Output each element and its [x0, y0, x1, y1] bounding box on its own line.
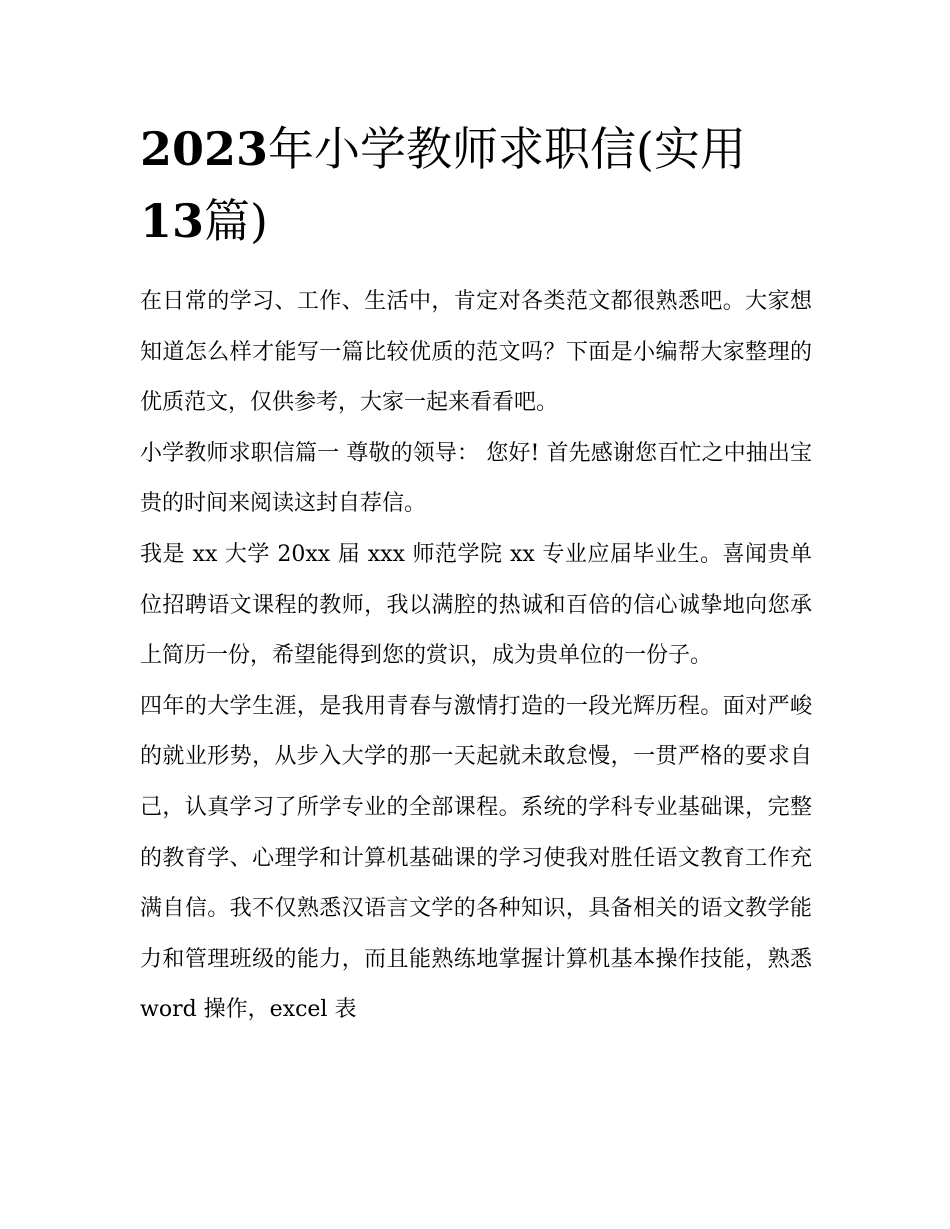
- document-content: [140, 113, 812, 1036]
- letter-opening-paragraph: 小学教师求职信篇一 尊敬的领导： 您好! 首先感谢您百忙之中抽出宝贵的时间来阅读这封自荐信。: [140, 440, 812, 517]
- self-intro-paragraph: 我是 xx 大学 20xx 届 xxx 师范学院 xx 专业应届毕业生。喜闻贵单位招聘语文课程的教师，我以满腔的热诚和百倍的信心诚挚地向您承上简历一份，希望能得到您的赏识，成为贵单位的一份子。: [140, 541, 812, 669]
- title-end: 篇): [204, 194, 268, 248]
- title-count: 13: [140, 194, 205, 248]
- intro-paragraph: 在日常的学习、工作、生活中，肯定对各类范文都很熟悉吧。大家想知道怎么样才能写一篇比较优质的范文吗？下面是小编帮大家整理的优质范文，仅供参考，大家一起来看看吧。: [140, 289, 812, 416]
- document-title: [140, 113, 812, 257]
- title-year: 2023: [140, 122, 269, 176]
- title-main: 年小学教师求职信(实用: [268, 122, 746, 176]
- document-body: [140, 277, 812, 1036]
- university-experience-paragraph: 四年的大学生涯，是我用青春与激情打造的一段光辉历程。面对严峻的就业形势，从步入大学的那一天起就未敢怠慢，一贯严格的要求自己，认真学习了所学专业的全部课程。系统的学科专业基础课，完整的教育学、心理学和计算机基础课的学习使我对胜任语文教育工作充满自信。我不仅熟悉汉语言文学的各种知识，具备相关的语文教学能力和管理班级的能力，而且能熟练地掌握计算机基本操作技能，熟悉 word 操作，excel 表: [140, 693, 812, 1023]
